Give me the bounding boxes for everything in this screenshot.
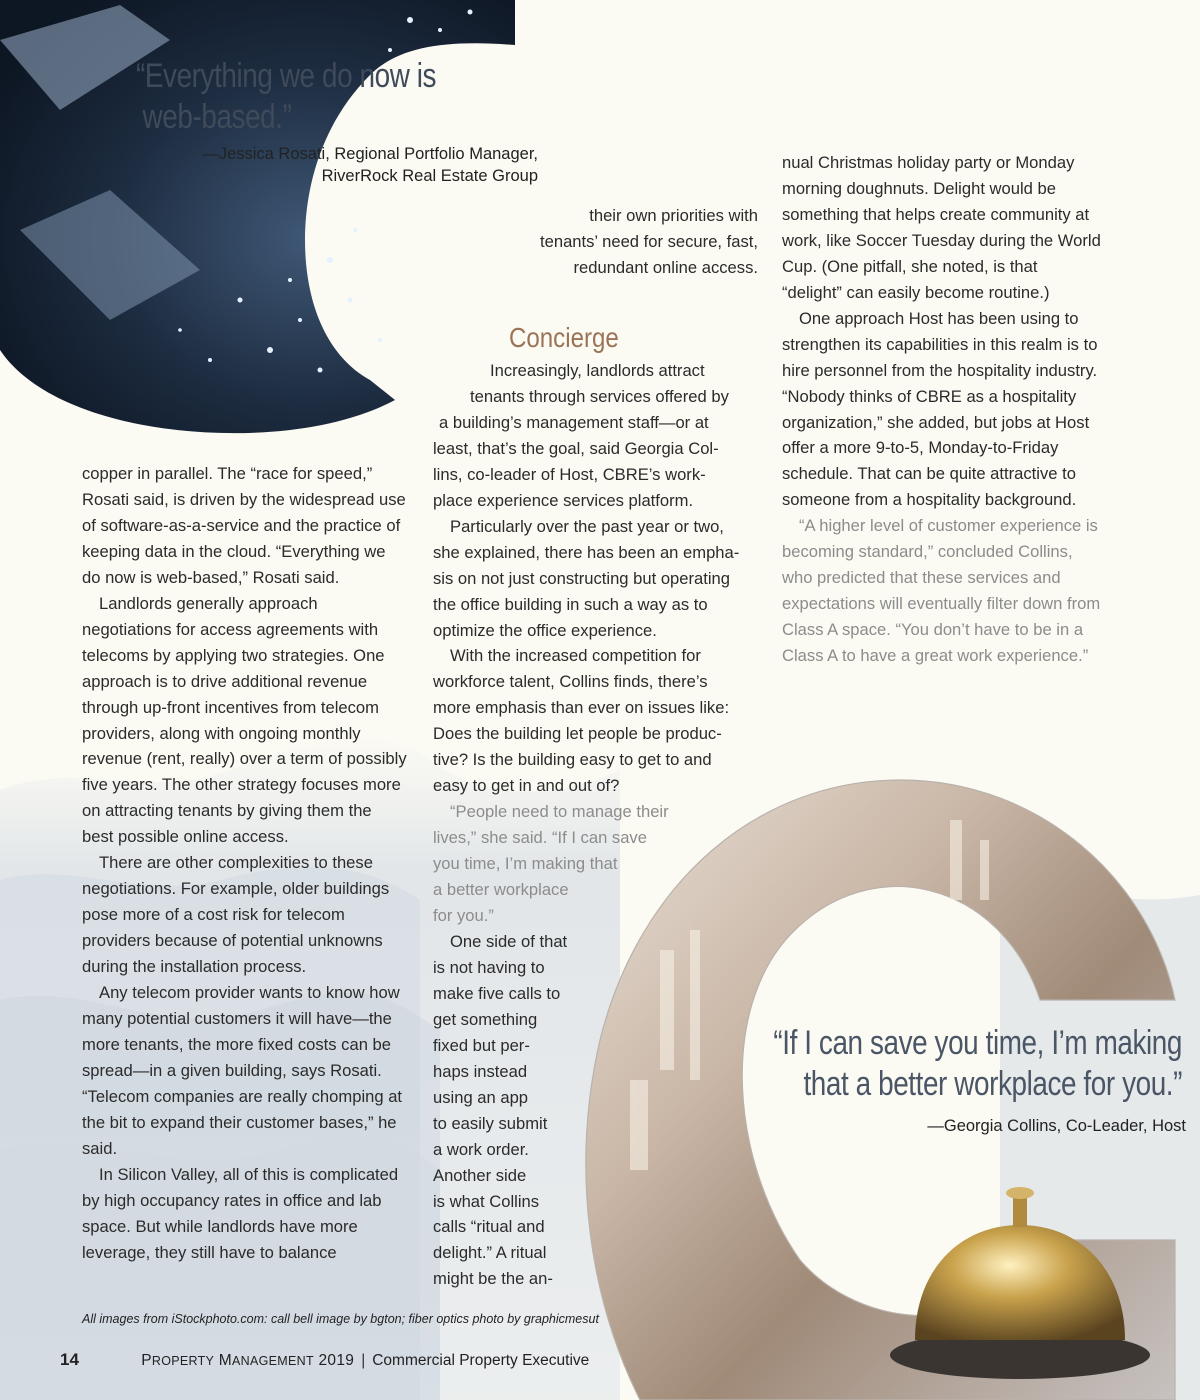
attribution-line2: RiverRock Real Estate Group xyxy=(321,167,538,185)
footer-separator: | xyxy=(361,1352,366,1369)
text-line: optimize the office experience. xyxy=(433,620,657,640)
paragraph: their own priorities with tenants’ need for secure, fast, redundant online access. xyxy=(540,206,758,277)
paragraph: One approach Host has been using to strengthen its capabilities in this realm is to hire personnel from the hospitality industry. “Nobody thinks of CBRE as a hospitality organization,” she added, but jobs at Host offer a more 9-to-5, Monday-to-Friday schedule. That can be quite attractive to someone from a hospitality background. xyxy=(782,308,1098,510)
text-line: “People need to manage their xyxy=(450,802,669,822)
pub-rest-roperty: ROPERTY xyxy=(151,1354,215,1368)
pull-quote-bottom-attribution: —Georgia Collins, Co-Leader, Host xyxy=(927,1117,1186,1135)
attribution-line1: —Jessica Rosati, Regional Portfolio Manager, xyxy=(202,145,538,163)
text-line: is what Collins xyxy=(433,1191,540,1211)
section-name: Commercial Property Executive xyxy=(372,1352,590,1369)
text-line: Does the building let people be produc- xyxy=(433,724,722,744)
text-line: workforce talent, Collins finds, there’s xyxy=(433,672,708,692)
text-line: Particularly over the past year or two, xyxy=(450,516,724,536)
paragraph-quote xyxy=(433,799,753,929)
page-footer xyxy=(60,1350,589,1370)
text-line: fixed but per- xyxy=(433,1035,530,1055)
pull-quote-top-line1: “Everything we do now is xyxy=(136,57,437,95)
paragraph xyxy=(433,929,753,1292)
publication-name xyxy=(141,1352,354,1369)
text-line: With the increased competition for xyxy=(450,646,701,666)
paragraph: There are other complexities to these negotiations. For example, older buildings pose more of a cost risk for telecom providers because of potential unknowns during the installation process. xyxy=(82,853,390,977)
text-line: place experience services platform. xyxy=(433,490,694,510)
pub-rest-anagement: ANAGEMENT xyxy=(232,1354,314,1368)
pub-initial-m: M xyxy=(218,1352,233,1369)
text-line: least, that’s the goal, said Georgia Col- xyxy=(433,438,719,458)
text-line: calls “ritual and xyxy=(433,1217,545,1237)
article-column-1 xyxy=(82,461,407,1266)
page-number: 14 xyxy=(60,1350,79,1369)
text-line: lives,” she said. “If I can save xyxy=(433,828,647,848)
paragraph: nual Christmas holiday party or Monday morning doughnuts. Delight would be something that helps create community at work, like Soccer Tuesday during the World Cup. (One pitfall, she noted, is that “delight” can easily become routine.) xyxy=(782,153,1101,302)
pull-quote-top-line2: web-based.” xyxy=(142,98,292,136)
text-line: the office building in such a way as to xyxy=(433,594,708,614)
text-line: a work order. xyxy=(433,1139,529,1159)
text-line: One side of that xyxy=(450,931,568,951)
article-column-2 xyxy=(433,358,753,1292)
paragraph: Any telecom provider wants to know how many potential customers it will have—the more tenants, the more fixed costs can be spread—in a given building, says Rosati. “Telecom companies are really chomping at the bit to expand their customer bases,” he said. xyxy=(82,983,403,1158)
paragraph xyxy=(433,514,753,644)
text-line: get something xyxy=(433,1009,538,1029)
paragraph: Landlords generally approach negotiations for access agreements with telecoms by applying two strategies. One approach is to drive additional revenue through up-front incentives from telecom providers, along with ongoing monthly revenue (rent, really) over a term of possibly five years. The other strategy focuses more on attracting tenants by giving them the best possible online access. xyxy=(82,593,407,847)
pull-quote-bottom xyxy=(756,1023,1182,1105)
text-line: delight.” A ritual xyxy=(433,1243,547,1263)
text-line: to easily submit xyxy=(433,1113,548,1133)
text-line: a building’s management staff—or at xyxy=(439,412,709,432)
image-credit: All images from iStockphoto.com: call bell image by bgton; fiber optics photo by graphicmesut xyxy=(82,1312,599,1326)
text-line: is not having to xyxy=(433,957,545,977)
text-line: might be the an- xyxy=(433,1269,553,1289)
text-line: a better workplace xyxy=(433,880,569,900)
text-line: tive? Is the building easy to get to and xyxy=(433,750,712,770)
pull-quote-bottom-line1: “If I can save you time, I’m making xyxy=(773,1024,1182,1062)
text-line: lins, co-leader of Host, CBRE’s work- xyxy=(433,464,706,484)
text-line: more emphasis than ever on issues like: xyxy=(433,698,730,718)
paragraph-concierge-intro xyxy=(433,358,753,514)
text-line: make five calls to xyxy=(433,983,561,1003)
article-column-3 xyxy=(782,150,1102,669)
text-line: Increasingly, landlords attract xyxy=(490,361,705,380)
text-line: haps instead xyxy=(433,1061,528,1081)
pull-quote-top xyxy=(136,56,480,138)
pull-quote-bottom-line2: that a better workplace for you.” xyxy=(803,1065,1182,1103)
text-line: using an app xyxy=(433,1087,529,1107)
pub-year: 2019 xyxy=(318,1352,355,1369)
paragraph-quote: “A higher level of customer experience is becoming standard,” concluded Collins, who predicted that these services and expectations will eventually filter down from Class A space. “You don’t have to be in a Class A to have a great work experience.” xyxy=(782,516,1101,666)
section-heading: Concierge xyxy=(509,322,619,353)
paragraph xyxy=(433,643,753,799)
paragraph: copper in parallel. The “race for speed,” Rosati said, is driven by the widespread use of software-as-a-service and the practice of keeping data in the cloud. “Everything we do now is web-based,” Rosati said. xyxy=(82,464,406,587)
text-line: for you.” xyxy=(433,906,494,926)
text-line: tenants through services offered by xyxy=(470,386,729,406)
text-line: easy to get in and out of? xyxy=(433,776,620,796)
text-line: you time, I’m making that xyxy=(433,854,618,874)
paragraph: In Silicon Valley, all of this is complicated by high occupancy rates in office and lab space. But while landlords have more leverage, they still have to balance xyxy=(82,1164,399,1262)
text-line: Another side xyxy=(433,1165,527,1185)
pub-initial-p: P xyxy=(141,1352,152,1369)
text-line: sis on not just constructing but operating xyxy=(433,568,731,588)
pull-quote-top-attribution xyxy=(202,143,538,187)
article-column-2-top xyxy=(533,203,758,281)
text-line: she explained, there has been an empha- xyxy=(433,542,740,562)
